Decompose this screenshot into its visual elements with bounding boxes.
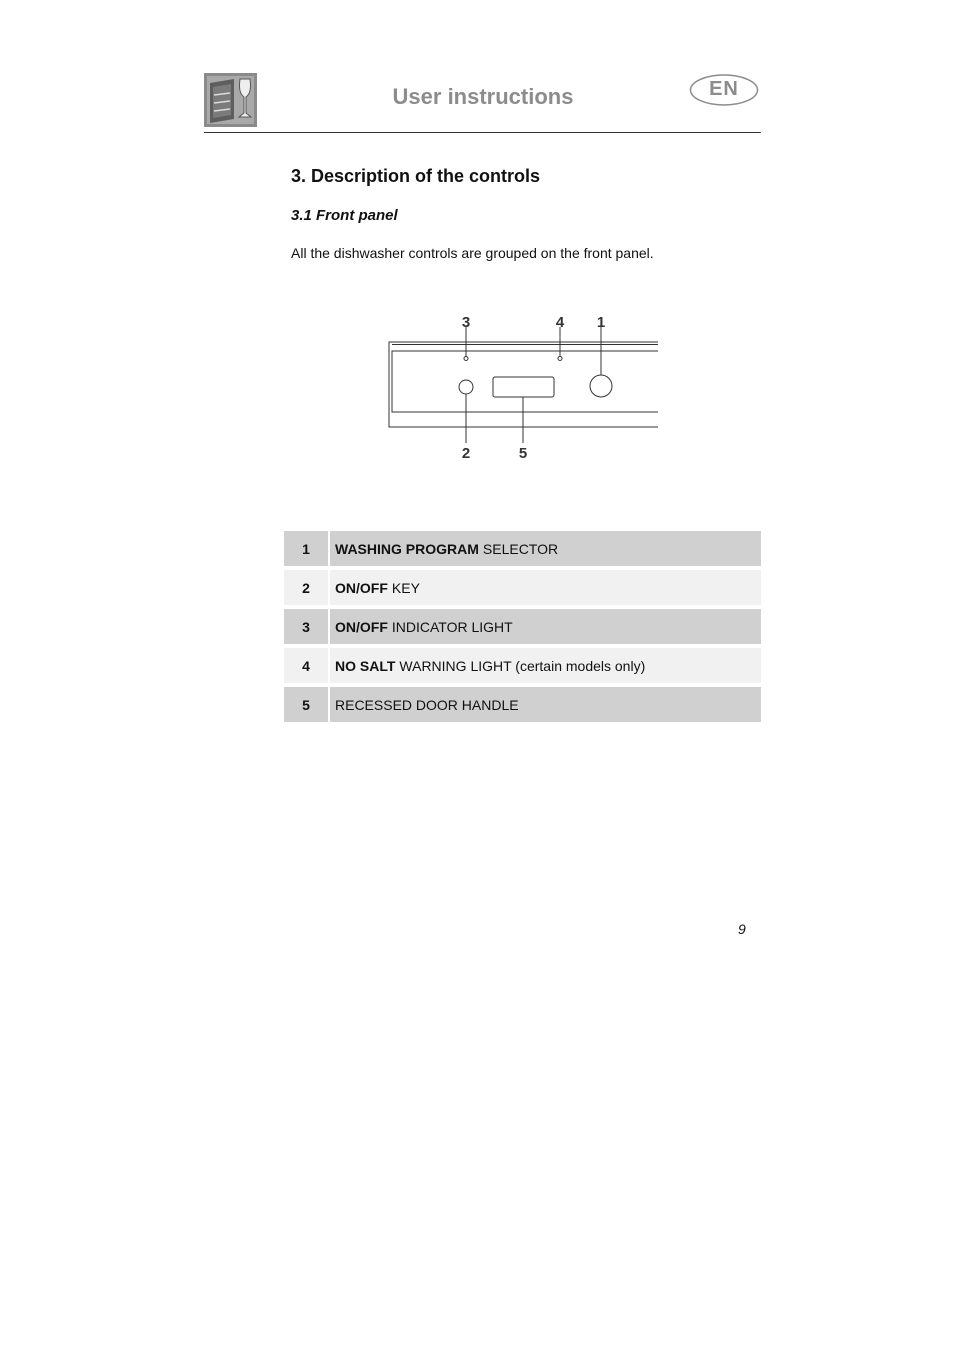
panel-inner-frame bbox=[392, 351, 658, 412]
language-badge: EN bbox=[709, 78, 739, 100]
intro-paragraph: All the dishwasher controls are grouped on the front panel. bbox=[291, 245, 654, 261]
diagram-label-5: 5 bbox=[518, 445, 528, 462]
row-desc-text: WARNING LIGHT (certain models only) bbox=[399, 657, 646, 674]
table-row bbox=[284, 609, 761, 644]
front-panel-diagram bbox=[380, 305, 670, 470]
row-description bbox=[330, 648, 761, 683]
diagram-label-1: 1 bbox=[596, 314, 606, 331]
recessed-door-handle bbox=[493, 377, 554, 397]
page-number: 9 bbox=[738, 921, 746, 937]
row-desc-bold: WASHING PROGRAM bbox=[335, 540, 479, 557]
on-off-key bbox=[459, 380, 473, 394]
header-divider bbox=[204, 132, 761, 133]
row-desc-bold: NO SALT bbox=[335, 657, 396, 674]
row-description bbox=[330, 687, 761, 722]
diagram-label-3: 3 bbox=[461, 314, 471, 331]
dishwasher-logo-icon bbox=[204, 73, 257, 127]
row-desc-bold: ON/OFF bbox=[335, 618, 388, 635]
diagram-label-4: 4 bbox=[555, 314, 565, 331]
controls-table bbox=[284, 531, 761, 726]
row-number: 5 bbox=[284, 687, 328, 722]
row-desc-text: RECESSED DOOR HANDLE bbox=[335, 696, 519, 713]
on-off-indicator-light bbox=[464, 357, 468, 361]
row-description bbox=[330, 570, 761, 605]
row-desc-text: INDICATOR LIGHT bbox=[391, 618, 513, 635]
no-salt-warning-light bbox=[558, 357, 562, 361]
page-header-title: User instructions bbox=[392, 84, 574, 109]
row-desc-bold: ON/OFF bbox=[335, 579, 388, 596]
table-row bbox=[284, 531, 761, 566]
subsection-heading: 3.1 Front panel bbox=[291, 207, 398, 224]
row-description bbox=[330, 609, 761, 644]
diagram-label-2: 2 bbox=[461, 445, 471, 462]
row-desc-text: KEY bbox=[391, 579, 420, 596]
section-heading: 3. Description of the controls bbox=[291, 166, 541, 186]
table-row bbox=[284, 687, 761, 722]
row-number: 3 bbox=[284, 609, 328, 644]
row-number: 2 bbox=[284, 570, 328, 605]
row-desc-text: SELECTOR bbox=[482, 540, 559, 557]
row-number: 1 bbox=[284, 531, 328, 566]
row-description bbox=[330, 531, 761, 566]
table-row bbox=[284, 570, 761, 605]
program-selector-knob bbox=[590, 375, 612, 397]
table-row bbox=[284, 648, 761, 683]
row-number: 4 bbox=[284, 648, 328, 683]
